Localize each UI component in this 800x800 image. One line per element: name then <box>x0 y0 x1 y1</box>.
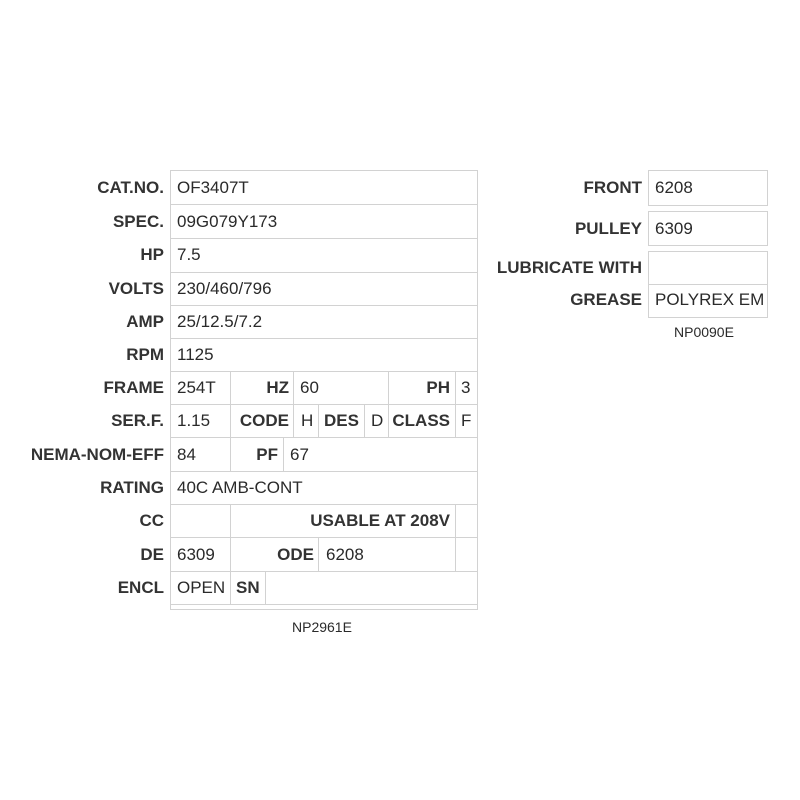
frame-value: 254T <box>177 378 216 397</box>
row-divider <box>170 404 478 405</box>
encl-label: ENCL <box>117 578 164 597</box>
rpm-label: RPM <box>126 345 164 364</box>
frame-label: FRAME <box>103 378 164 397</box>
cat-no-value: OF3407T <box>177 178 249 197</box>
rating-value: 40C AMB-CONT <box>177 478 303 497</box>
cell-divider <box>388 404 389 437</box>
lubricate-with-label: LUBRICATE WITH <box>496 258 642 277</box>
cell-divider <box>364 404 365 437</box>
code-value: H <box>301 411 314 430</box>
row-divider <box>170 338 478 339</box>
ode-label: ODE <box>277 545 314 564</box>
amp-value: 25/12.5/7.2 <box>177 312 263 331</box>
class-label: CLASS <box>392 411 450 430</box>
cell-divider <box>230 571 231 604</box>
main-plate-caption: NP2961E <box>292 619 352 635</box>
front-value: 6208 <box>655 178 693 197</box>
encl-value: OPEN <box>177 578 226 597</box>
pf-value: 67 <box>290 445 309 464</box>
amp-label: AMP <box>126 312 164 331</box>
volts-value: 230/460/796 <box>177 279 272 298</box>
pulley-label: PULLEY <box>574 219 642 238</box>
row-divider <box>648 284 768 285</box>
row-divider <box>170 204 478 205</box>
cat-no-label: CAT.NO. <box>97 178 164 197</box>
cell-divider <box>283 437 284 471</box>
grease-label: GREASE <box>570 290 642 309</box>
row-divider <box>170 371 478 372</box>
hp-value: 7.5 <box>177 245 201 264</box>
ser-f-label: SER.F. <box>111 411 164 430</box>
row-divider <box>170 305 478 306</box>
pulley-value: 6309 <box>655 219 693 238</box>
grease-value: POLYREX EM <box>655 290 765 309</box>
rating-label: RATING <box>100 478 164 497</box>
spec-value: 09G079Y173 <box>177 212 278 231</box>
row-divider <box>170 571 478 572</box>
class-value: F <box>461 411 472 430</box>
cc-label: CC <box>139 511 164 530</box>
cell-divider <box>318 537 319 571</box>
de-value: 6309 <box>177 545 215 564</box>
hz-label: HZ <box>266 378 289 397</box>
de-label: DE <box>140 545 164 564</box>
cell-divider <box>455 371 456 404</box>
bearing-plate-caption: NP0090E <box>674 324 734 340</box>
cell-divider <box>230 371 231 404</box>
volts-label: VOLTS <box>108 279 164 298</box>
row-divider <box>170 537 478 538</box>
cell-divider <box>455 404 456 437</box>
cell-divider <box>388 371 389 404</box>
des-label: DES <box>324 411 359 430</box>
ph-label: PH <box>426 378 450 397</box>
cell-divider <box>230 437 231 471</box>
rpm-value: 1125 <box>177 345 214 364</box>
nema-nom-eff-value: 84 <box>177 445 196 464</box>
row-divider <box>170 437 478 438</box>
des-value: D <box>371 411 384 430</box>
row-divider <box>170 504 478 505</box>
front-label: FRONT <box>583 178 642 197</box>
pf-label: PF <box>256 445 278 464</box>
cell-divider <box>230 537 231 571</box>
row-divider <box>170 272 478 273</box>
cell-divider <box>455 537 456 571</box>
cell-divider <box>230 404 231 437</box>
row-divider <box>170 604 478 605</box>
nema-nom-eff-label: NEMA-NOM-EFF <box>30 445 164 464</box>
row-divider <box>170 471 478 472</box>
sn-label: SN <box>236 578 260 597</box>
ph-value: 3 <box>461 378 471 397</box>
cell-divider <box>230 504 231 537</box>
row-divider <box>170 238 478 239</box>
cell-divider <box>293 404 294 437</box>
ode-value: 6208 <box>326 545 364 564</box>
hp-label: HP <box>140 245 164 264</box>
cell-divider <box>455 504 456 537</box>
cell-divider <box>318 404 319 437</box>
spec-label: SPEC. <box>112 212 164 231</box>
hz-value: 60 <box>300 378 319 397</box>
code-label: CODE <box>239 411 289 430</box>
usable-at-208v-label: USABLE AT 208V <box>310 511 450 530</box>
cell-divider <box>293 371 294 404</box>
ser-f-value: 1.15 <box>177 411 211 430</box>
cell-divider <box>265 571 266 604</box>
